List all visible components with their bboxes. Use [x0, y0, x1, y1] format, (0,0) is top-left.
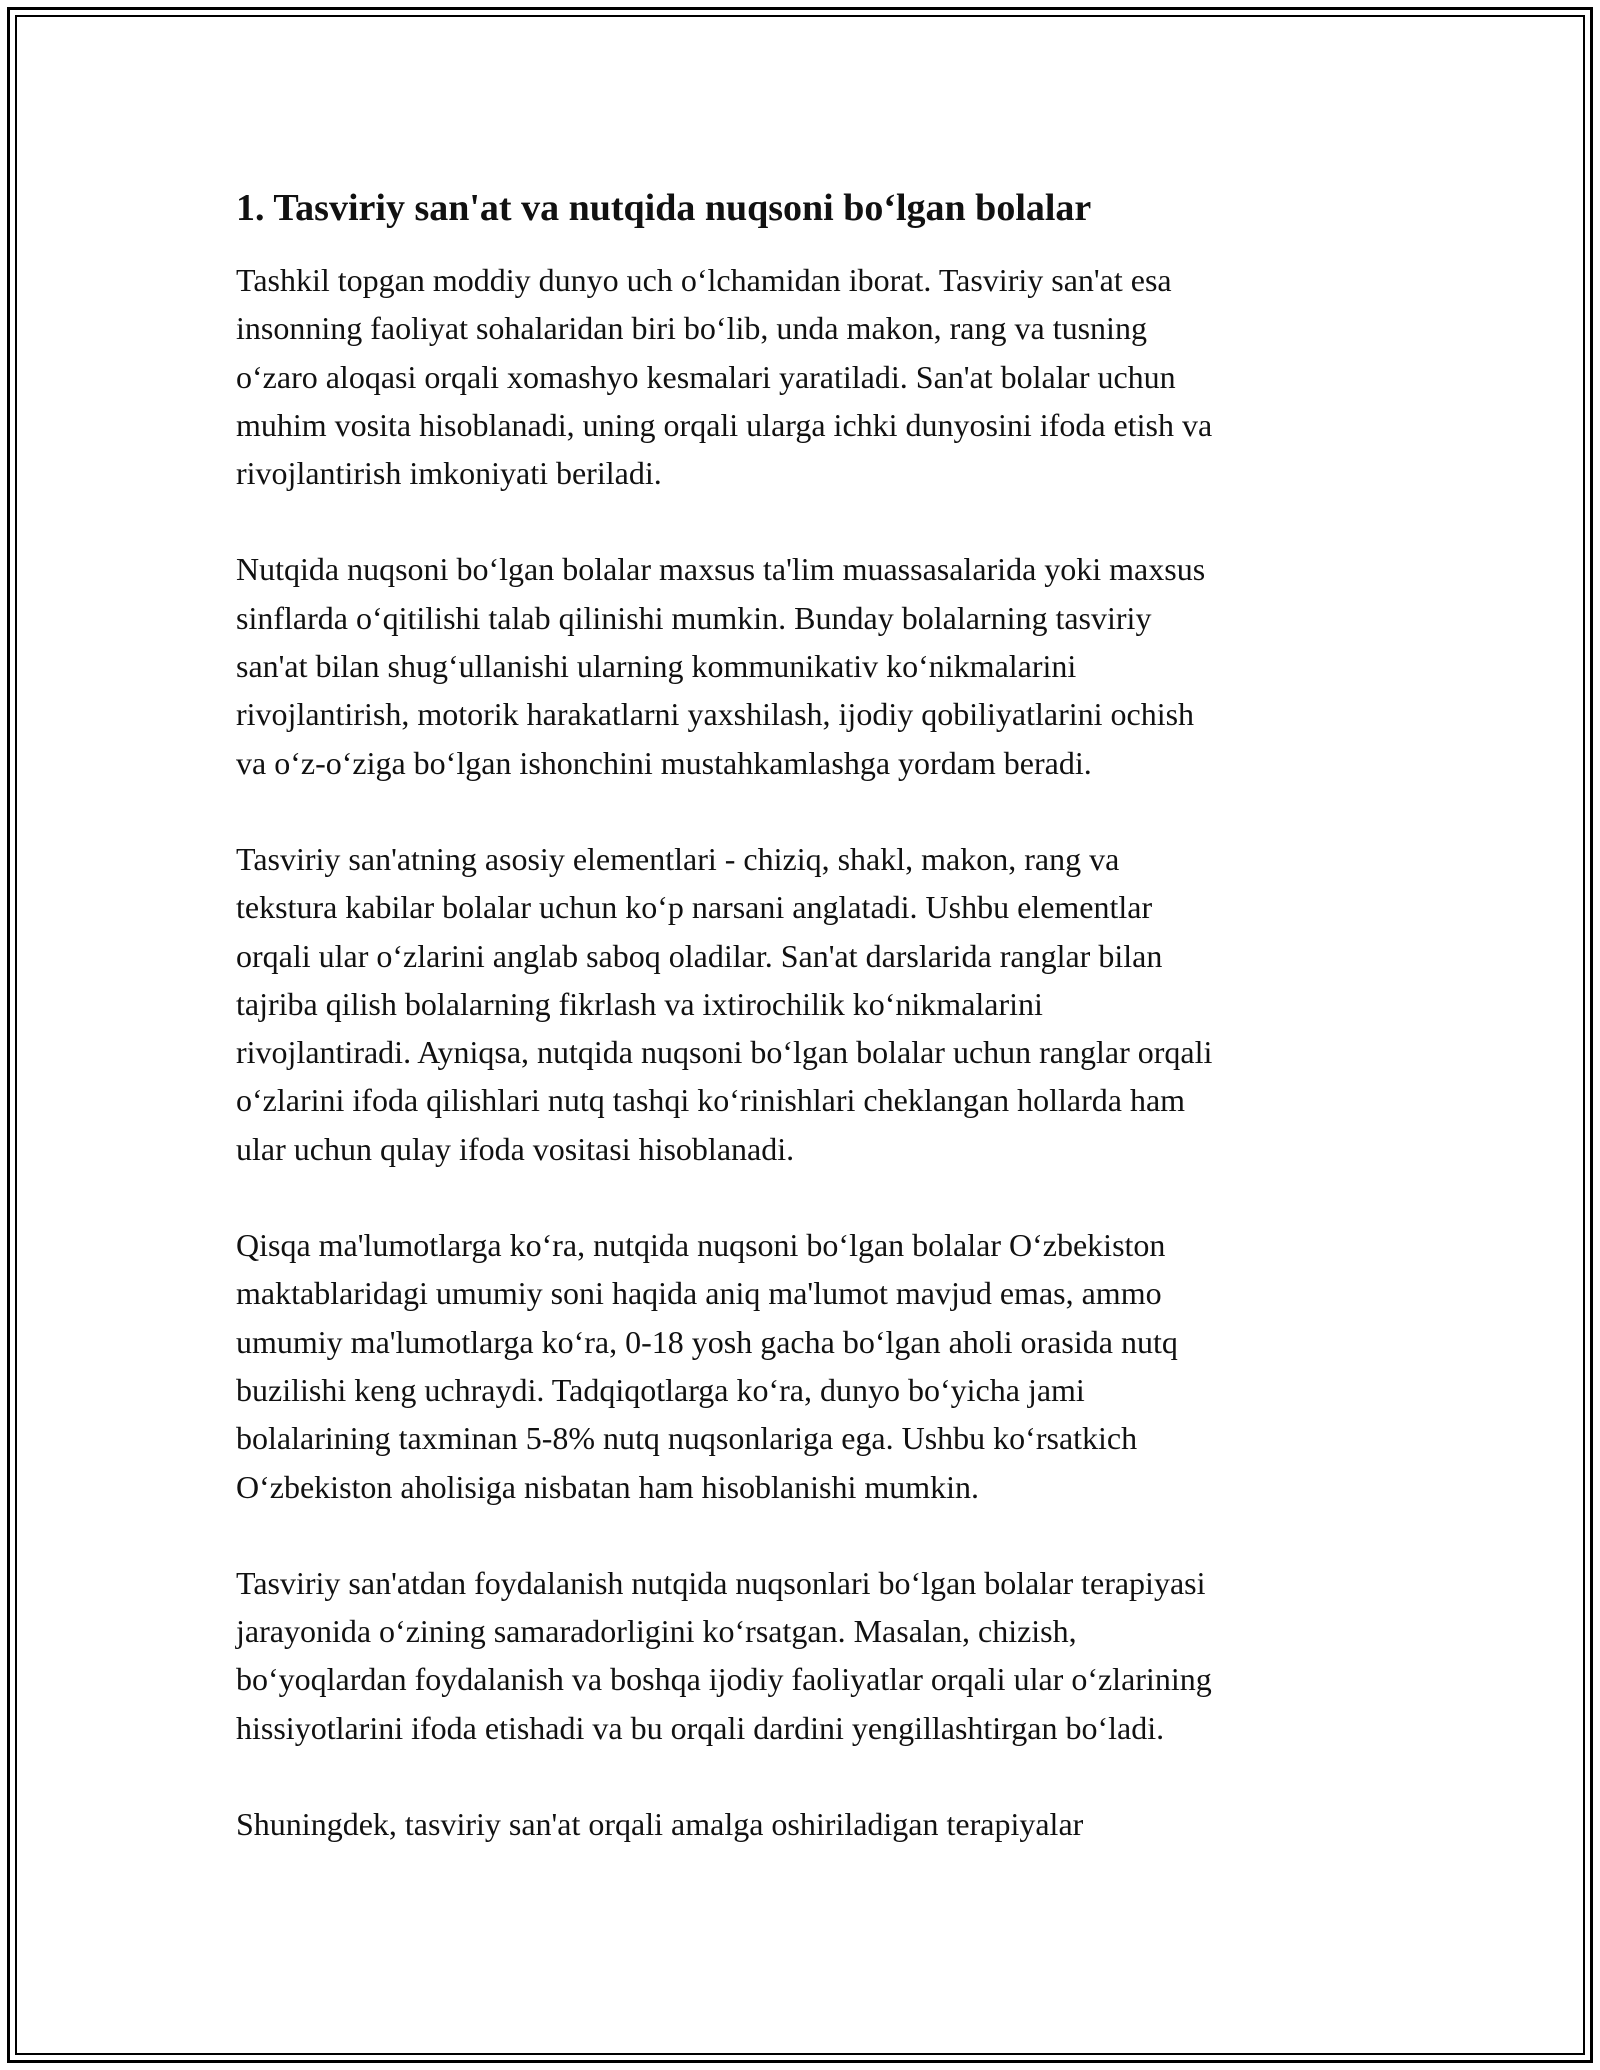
text-line: Tasviriy san'atdan foydalanish nutqida nuqsonlari bo‘lgan bolalar terapiyasi	[236, 1564, 1206, 1601]
paragraph-2	[236, 545, 1366, 786]
text-line: orqali ular o‘zlarini anglab saboq oladilar. San'at darslarida ranglar bilan	[236, 937, 1163, 974]
text-line: va o‘z-o‘ziga bo‘lgan ishonchini mustahkamlashga yordam beradi.	[236, 744, 1092, 781]
text-line: rivojlantirish, motorik harakatlarni yaxshilash, ijodiy qobiliyatlarini ochish	[236, 696, 1195, 733]
text-line: tajriba qilish bolalarning fikrlash va ixtirochilik ko‘nikmalarini	[236, 985, 1043, 1022]
paragraph-4	[236, 1221, 1366, 1511]
text-line: O‘zbekiston aholisiga nisbatan ham hisoblanishi mumkin.	[236, 1468, 980, 1505]
text-line: bo‘yoqlardan foydalanish va boshqa ijodiy faoliyatlar orqali ular o‘zlarining	[236, 1661, 1212, 1698]
paragraph-6	[236, 1800, 1366, 1848]
text-line: buzilishi keng uchraydi. Tadqiqotlarga ko‘ra, dunyo bo‘yicha jami	[236, 1371, 1085, 1408]
text-line: rivojlantiradi. Ayniqsa, nutqida nuqsoni bo‘lgan bolalar uchun ranglar orqali	[236, 1034, 1213, 1071]
text-line: rivojlantirish imkoniyati beriladi.	[236, 455, 662, 492]
text-line: insonning faoliyat sohalaridan biri bo‘lib, unda makon, rang va tusning	[236, 310, 1147, 347]
document-body	[236, 184, 1366, 1896]
text-line: o‘zlarini ifoda qilishlari nutq tashqi ko‘rinishlari cheklangan hollarda ham	[236, 1082, 1186, 1119]
text-line: Tasviriy san'atning asosiy elementlari - chiziq, shakl, makon, rang va	[236, 840, 1120, 877]
text-line: o‘zaro aloqasi orqali xomashyo kesmalari yaratiladi. San'at bolalar uchun	[236, 358, 1176, 395]
paragraph-1	[236, 256, 1366, 497]
text-line: Shuningdek, tasviriy san'at orqali amalga oshiriladigan terapiyalar	[236, 1806, 1084, 1843]
text-line: hissiyotlarini ifoda etishadi va bu orqali dardini yengillashtirgan bo‘ladi.	[236, 1709, 1165, 1746]
text-line: tekstura kabilar bolalar uchun ko‘p narsani anglatadi. Ushbu elementlar	[236, 889, 1153, 926]
text-line: muhim vosita hisoblanadi, uning orqali ularga ichki dunyosini ifoda etish va	[236, 406, 1213, 443]
text-line: sinflarda o‘qitilishi talab qilinishi mumkin. Bunday bolalarning tasviriy	[236, 599, 1152, 636]
text-line: umumiy ma'lumotlarga ko‘ra, 0-18 yosh gacha bo‘lgan aholi orasida nutq	[236, 1323, 1178, 1360]
text-line: ular uchun qulay ifoda vositasi hisoblanadi.	[236, 1130, 795, 1167]
section-heading: 1. Tasviriy san'at va nutqida nuqsoni bo‘lgan bolalar	[236, 187, 1092, 229]
text-line: bolalarining taxminan 5-8% nutq nuqsonlariga ega. Ushbu ko‘rsatkich	[236, 1420, 1138, 1457]
text-line: maktablaridagi umumiy soni haqida aniq ma'lumot mavjud emas, ammo	[236, 1275, 1162, 1312]
text-line: san'at bilan shug‘ullanishi ularning kommunikativ ko‘nikmalarini	[236, 648, 1077, 685]
text-line: Qisqa ma'lumotlarga ko‘ra, nutqida nuqsoni bo‘lgan bolalar O‘zbekiston	[236, 1227, 1166, 1264]
paragraph-3	[236, 835, 1366, 1173]
text-line: Tashkil topgan moddiy dunyo uch o‘lchamidan iborat. Tasviriy san'at esa	[236, 262, 1172, 298]
text-line: Nutqida nuqsoni bo‘lgan bolalar maxsus ta'lim muassasalarida yoki maxsus	[236, 551, 1206, 588]
paragraph-5	[236, 1559, 1366, 1752]
text-line: jarayonida o‘zining samaradorligini ko‘rsatgan. Masalan, chizish,	[236, 1613, 1077, 1650]
